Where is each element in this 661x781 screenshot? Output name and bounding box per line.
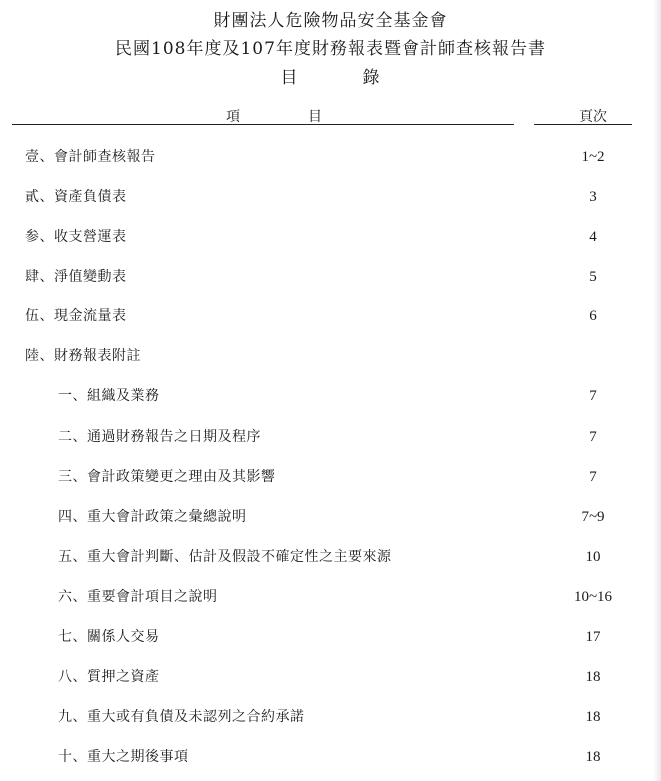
toc-subentry[interactable] [0, 666, 661, 688]
toc-entry-label: 八、質押之資產 [58, 669, 160, 685]
toc-entry-label: 伍、現金流量表 [25, 308, 127, 324]
toc-entry[interactable] [0, 266, 661, 288]
toc-entry-page: 18 [585, 749, 601, 765]
column-header-item [226, 106, 322, 126]
toc-subentry[interactable] [0, 706, 661, 728]
toc-subentry[interactable] [0, 426, 661, 448]
toc-entry-label: 参、收支營運表 [25, 229, 127, 245]
toc-entry-page: 6 [589, 308, 597, 324]
toc-entry-label: 陸、財務報表附註 [25, 348, 141, 364]
toc-entry-label: 肆、淨值變動表 [25, 269, 127, 285]
toc-entry-page: 10~16 [573, 589, 613, 605]
toc-subentry[interactable] [0, 385, 661, 407]
toc-subentry[interactable] [0, 586, 661, 608]
toc-subentry[interactable] [0, 626, 661, 648]
toc-entry[interactable] [0, 305, 661, 327]
toc-entry-label: 二、通過財務報告之日期及程序 [58, 429, 261, 445]
toc-entry-page: 18 [585, 709, 601, 725]
toc-entry-page: 10 [585, 549, 601, 565]
toc-entry[interactable] [0, 146, 661, 168]
column-header-item-char-2: 目 [308, 109, 322, 125]
toc-entry-page: 7 [589, 429, 597, 445]
toc-entry[interactable] [0, 345, 661, 367]
toc-entry-page: 7 [589, 388, 597, 404]
toc-entry-page: 17 [585, 629, 601, 645]
toc-entry-label: 五、重大會計判斷、估計及假設不確定性之主要來源 [58, 549, 392, 565]
toc-heading-char-1: 目 [280, 68, 299, 88]
toc-entry-label: 一、組織及業務 [58, 388, 160, 404]
toc-subentry[interactable] [0, 466, 661, 488]
toc-heading [0, 63, 661, 88]
toc-entry[interactable] [0, 186, 661, 208]
toc-entry-page: 18 [585, 669, 601, 685]
toc-entry-page: 4 [589, 229, 597, 245]
toc-entry-label: 十、重大之期後事項 [58, 749, 189, 765]
toc-subentry[interactable] [0, 506, 661, 528]
toc-entry-label: 六、重要會計項目之說明 [58, 589, 218, 605]
toc-entry-label: 七、關係人交易 [58, 629, 160, 645]
toc-entry-label: 九、重大或有負債及未認列之合約承諾 [58, 709, 305, 725]
toc-entry-label: 三、會計政策變更之理由及其影響 [58, 469, 276, 485]
header-rule-pages [534, 124, 632, 125]
report-title: 民國108年度及107年度財務報表暨會計師查核報告書 [115, 39, 546, 59]
toc-entry-page: 7 [589, 469, 597, 485]
header-rule-items [12, 124, 514, 125]
toc-heading-char-2: 錄 [362, 68, 381, 88]
toc-entry[interactable] [0, 226, 661, 248]
toc-entry-page: 7~9 [581, 509, 605, 525]
organization-title: 財團法人危險物品安全基金會 [213, 11, 448, 31]
toc-entry-label: 貳、資產負債表 [25, 189, 127, 205]
toc-entry-label: 壹、會計師查核報告 [25, 149, 156, 165]
toc-entry-page: 1~2 [581, 149, 605, 165]
toc-subentry[interactable] [0, 746, 661, 768]
column-header-item-char-1: 項 [226, 109, 240, 125]
column-header-page: 頁次 [579, 109, 607, 125]
toc-entry-label: 四、重大會計政策之彙總說明 [58, 509, 247, 525]
toc-entry-page: 5 [589, 269, 597, 285]
toc-entry-page: 3 [589, 189, 597, 205]
toc-subentry[interactable] [0, 546, 661, 568]
